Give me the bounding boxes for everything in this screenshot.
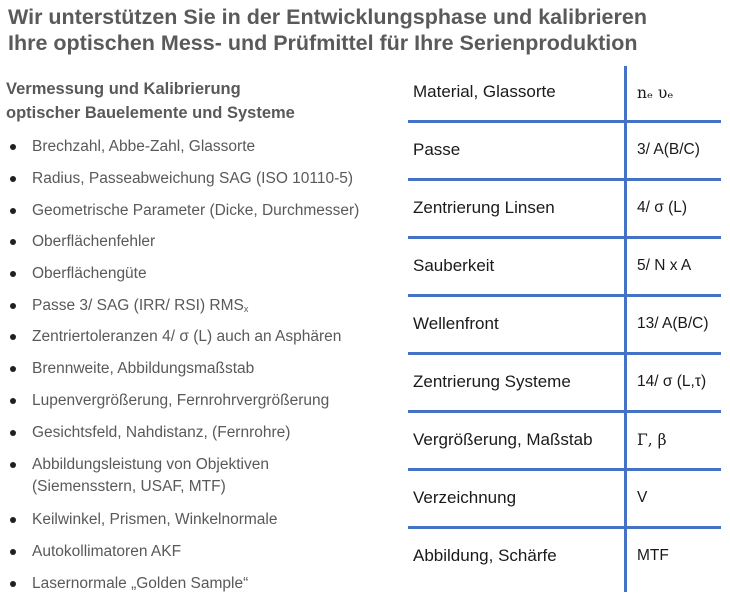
table-cell-code: MTF bbox=[637, 547, 669, 564]
bullet-dot bbox=[10, 334, 16, 340]
bullet-dot bbox=[10, 271, 16, 277]
section-heading bbox=[6, 77, 295, 125]
list-item-text: Oberflächengüte bbox=[32, 265, 147, 282]
list-item-line-1: Abbildungsleistung von Objektiven bbox=[32, 456, 269, 473]
bullet-dot bbox=[10, 176, 16, 182]
table-cell-code: 13/ A(B/C) bbox=[637, 315, 709, 332]
table-cell-label: Zentrierung Linsen bbox=[413, 198, 555, 217]
list-item-text: Radius, Passeabweichung SAG (ISO 10110-5) bbox=[32, 170, 354, 187]
table-cell-code: V bbox=[637, 489, 648, 506]
bullet-dot bbox=[10, 430, 16, 436]
list-item-text: Brechzahl, Abbe-Zahl, Glassorte bbox=[32, 138, 256, 155]
table-divider bbox=[408, 294, 721, 297]
table-divider bbox=[408, 178, 721, 181]
bullet-dot bbox=[10, 462, 16, 468]
table-cell-code: 3/ A(B/C) bbox=[637, 141, 700, 158]
table-cell-label: Sauberkeit bbox=[413, 256, 495, 275]
table-divider bbox=[408, 236, 721, 239]
table-divider-vertical bbox=[624, 66, 627, 592]
table-cell-code: 4/ σ (L) bbox=[637, 199, 688, 216]
bullet-dot bbox=[10, 517, 16, 523]
table-cell-code: nₑ υₑ bbox=[637, 84, 674, 102]
title-line-1: Wir unterstützen Sie in der Entwicklungsphase und kalibrieren bbox=[8, 5, 647, 29]
table-divider bbox=[408, 468, 721, 471]
table-divider bbox=[408, 120, 721, 123]
bullet-dot bbox=[10, 549, 16, 555]
section-heading-line-2: optischer Bauelemente und Systeme bbox=[6, 104, 295, 122]
list-item-text: Geometrische Parameter (Dicke, Durchmesser) bbox=[32, 202, 360, 219]
list-item-text: Brennweite, Abbildungsmaßstab bbox=[32, 360, 255, 377]
title-line-2: Ihre optischen Mess- und Prüfmittel für Ihre Serienproduktion bbox=[8, 31, 638, 55]
list-item-text: Zentriertoleranzen 4/ σ (L) auch an Asphären bbox=[32, 328, 342, 345]
bullet-dot bbox=[10, 581, 16, 587]
table-divider bbox=[408, 526, 721, 529]
list-item-text bbox=[32, 454, 269, 498]
table-cell-label: Abbildung, Schärfe bbox=[413, 546, 557, 565]
bullet-dot bbox=[10, 208, 16, 214]
list-item-text: Lupenvergrößerung, Fernrohrvergrößerung bbox=[32, 392, 330, 409]
page-title bbox=[8, 4, 728, 56]
bullet-dot bbox=[10, 398, 16, 404]
table-cell-label: Zentrierung Systeme bbox=[413, 372, 571, 391]
list-item-main-text: Passe 3/ SAG (IRR/ RSI) RMS bbox=[32, 297, 244, 314]
list-item-text: Oberflächenfehler bbox=[32, 233, 156, 250]
bullet-dot bbox=[10, 144, 16, 150]
list-item-text: Lasernormale „Golden Sample“ bbox=[32, 575, 249, 592]
bullet-dot bbox=[10, 303, 16, 309]
table-cell-code: 5/ N x A bbox=[637, 257, 692, 274]
list-item-text: Keilwinkel, Prismen, Winkelnormale bbox=[32, 511, 278, 528]
table-cell-code: Γ, β bbox=[637, 431, 667, 449]
list-item-text: Autokollimatoren AKF bbox=[32, 543, 182, 560]
bullet-dot bbox=[10, 239, 16, 245]
table-cell-label: Wellenfront bbox=[413, 314, 499, 333]
table-divider bbox=[408, 410, 721, 413]
table-cell-label: Material, Glassorte bbox=[413, 82, 556, 101]
list-item-text: Gesichtsfeld, Nahdistanz, (Fernrohre) bbox=[32, 424, 291, 441]
table-cell-label: Verzeichnung bbox=[413, 488, 517, 507]
subscript-x: x bbox=[243, 304, 249, 314]
table-cell-label: Passe bbox=[413, 140, 461, 159]
bullet-dot bbox=[10, 366, 16, 372]
list-item-line-2: (Siemensstern, USAF, MTF) bbox=[32, 478, 226, 495]
list-item-text bbox=[32, 295, 248, 320]
table-cell-code: 14/ σ (L,τ) bbox=[637, 373, 707, 390]
table-cell-label: Vergrößerung, Maßstab bbox=[413, 430, 593, 449]
table-divider bbox=[408, 352, 721, 355]
section-heading-line-1: Vermessung und Kalibrierung bbox=[6, 80, 241, 98]
